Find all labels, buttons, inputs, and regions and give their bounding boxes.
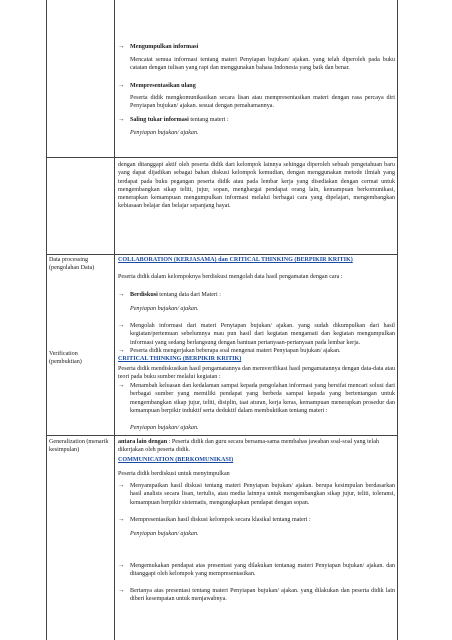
present-body: Peserta didik mengkomunikasikan secara lisan atau mempresentasikan materi dengan rasa percaya diri Penyiapan bujukan/ ajakan. sesuai dengan pemahamannya. [130,95,395,110]
closing-label: antara lain dengan [118,439,168,445]
row-label-data-processing: Data processing (pengolahan Data) [49,257,95,272]
generalization-intro: Peserta didik berdiskusi untuk menyimpulkan [118,471,230,477]
arrow-icon: → [118,587,125,594]
present-heading: Mempresentasikan ulang [130,83,196,89]
intro-paragraph: dengan ditanggapi aktif oleh peserta didik dari kelompok lainnya sehingga diperoleh sebuah pengetahuan baru yang dapat dijadikan sebagai bahan diskusi kelompok kemudian, dengan menggunakan metode ilmiah yang terdapat pada buku pegangan peserta didik atau pada lembar kerja yang disediakan dengan cermat untuk mengembangkan sikap teliti, jujur, sopan, menghargai pendapat orang lain, kemampuan berkomunikasi, menerapkan kemampuan mengumpulkan informasi melalui berbagai cara yang dipelajari, mengembangkan kebiasaan belajar dan belajar sepanjang hayat. [118,162,395,210]
arrow-icon: → [118,291,125,298]
row-divider [46,254,398,255]
verification-topic: Penyiapan bujukan/ ajakan. [130,425,199,431]
arrow-icon: → [118,347,125,354]
collect-body: Mencatat semua informasi tentang materi Penyiapan bujukan/ ajakan. yang telah diperoleh pada buku catatan dengan tulisan yang rapi dan menggunakan bahasa Indonesia yang baik dan benar. [130,57,395,72]
arrow-icon: → [118,82,125,89]
table-column-divider [114,0,115,640]
verification-closing [118,438,395,455]
arrow-icon: → [118,482,125,489]
discuss-line [130,291,395,299]
arrow-icon: → [118,516,125,523]
arrow-icon: → [118,322,125,329]
row-divider [46,157,398,158]
arrow-icon: → [118,562,125,569]
row-label-generalization: Generalization (menarik kesimpulan) [49,439,109,454]
generalization-point: Mempresentasikan hasil diskusi kelompok secara klasikal tentang materi : [130,517,311,523]
critical-thinking-title: CRITICAL THINKING (BERPIKIR KRITIK) [118,356,242,362]
processing-point: Mengolah informasi dari materi Penyiapan bujukan/ ajakan. yang sudah dikumpulkan dari hasil kegiatan/pertemuan sebelumnya mau pun hasil dari kegiatan mengamati dan kegiatan mengumpulkan informasi yang sedang berlangsung dengan bantuan pertanyaan-pertanyaan pada lembar kerja. [130,323,395,346]
generalization-point: Mengemukakan pendapat atas presentasi yang dilakukan tentanag materi Penyiapan bujukan/ ajakan. dan ditanggapi oleh kelompok yang mempresentasikan. [130,563,395,578]
closing-tail: : Peserta didik dan guru secara bersama-sama membahas jawaban soal-soal yang telah dikerjakan oleh peserta didik. [118,439,379,454]
generalization-point: Menyampaikan hasil diskusi tentang materi Penyiapan bujukan/ ajakan. berupa kesimpulan berdasarkan hasil analisis secara lisan, tertulis, atau media lainnya untuk mengembangkan sikap jujur, teliti, toleransi, kemampuan berpikir sistematis, mengungkapkan pendapat dengan sopan. [130,483,395,506]
arrow-icon: → [118,43,125,50]
communication-title: COMMUNICATION (BERKOMUNIKASI) [118,457,234,463]
exchange-line [130,116,395,124]
discuss-label: Berdiskusi [130,292,158,298]
data-processing-topic: Penyiapan bujukan/ ajakan. [130,306,199,312]
discuss-tail: tentang data dari Materi : [157,292,221,298]
data-processing-intro: Peserta didik dalam kelompoknya berdiskusi mengolah data hasil pengamatan dengan cara : [118,274,343,280]
verification-point: Menambah keluasan dan kedalaman sampai kepada pengolahan informasi yang bersifat mencari solusi dari berbagai sumber yang memiliki pendapat yang berbeda sampai kepada yang bertentangan untuk mengembangkan sikap jujur, teliti, disiplin, taat aturan, kerja keras, kemampuan menerapkan prosedur dan kemampuan berpikir induktif serta deduktif dalam membuktikan tentang materi : [130,383,395,414]
lesson-plan-table [46,0,398,640]
collaboration-title: COLLABORATION (KERJASAMA) dan CRITICAL THINKING (BERPIKIR KRITIK) [118,257,353,263]
table-border-right [397,0,398,640]
table-border-left [46,0,47,640]
exchange-topic: Penyiapan bujukan/ ajakan. [130,130,199,136]
generalization-topic: Penyiapan bujukan/ ajakan. [130,531,199,537]
arrow-icon: → [118,116,125,123]
verification-intro: Peserta didik mendiskusikan hasil pengamatannya dan memverifikasi hasil pengamatannya dengan data-data atau teori pada buku sumber melalui kegiatan : [118,366,396,381]
processing-point: Peserta didik mengerjakan beberapa soal mengenai materi Penyiapan bujukan/ ajakan. [130,348,341,354]
row-label-verification: Verification (pembuktian) [49,351,82,366]
generalization-point: Bertanya atas presentasi tentang materi Penyiapan bujukan/ ajakan. yang dilakukan dan peserta didik lain diberi kesempatan untuk menjawabnya. [130,588,395,603]
exchange-heading: Saling tukar informasi [130,117,189,123]
exchange-heading-tail: tentang materi : [188,117,229,123]
row-divider [46,435,398,436]
arrow-icon: → [118,382,125,389]
collect-heading: Mengumpulkan informasi [130,44,199,50]
